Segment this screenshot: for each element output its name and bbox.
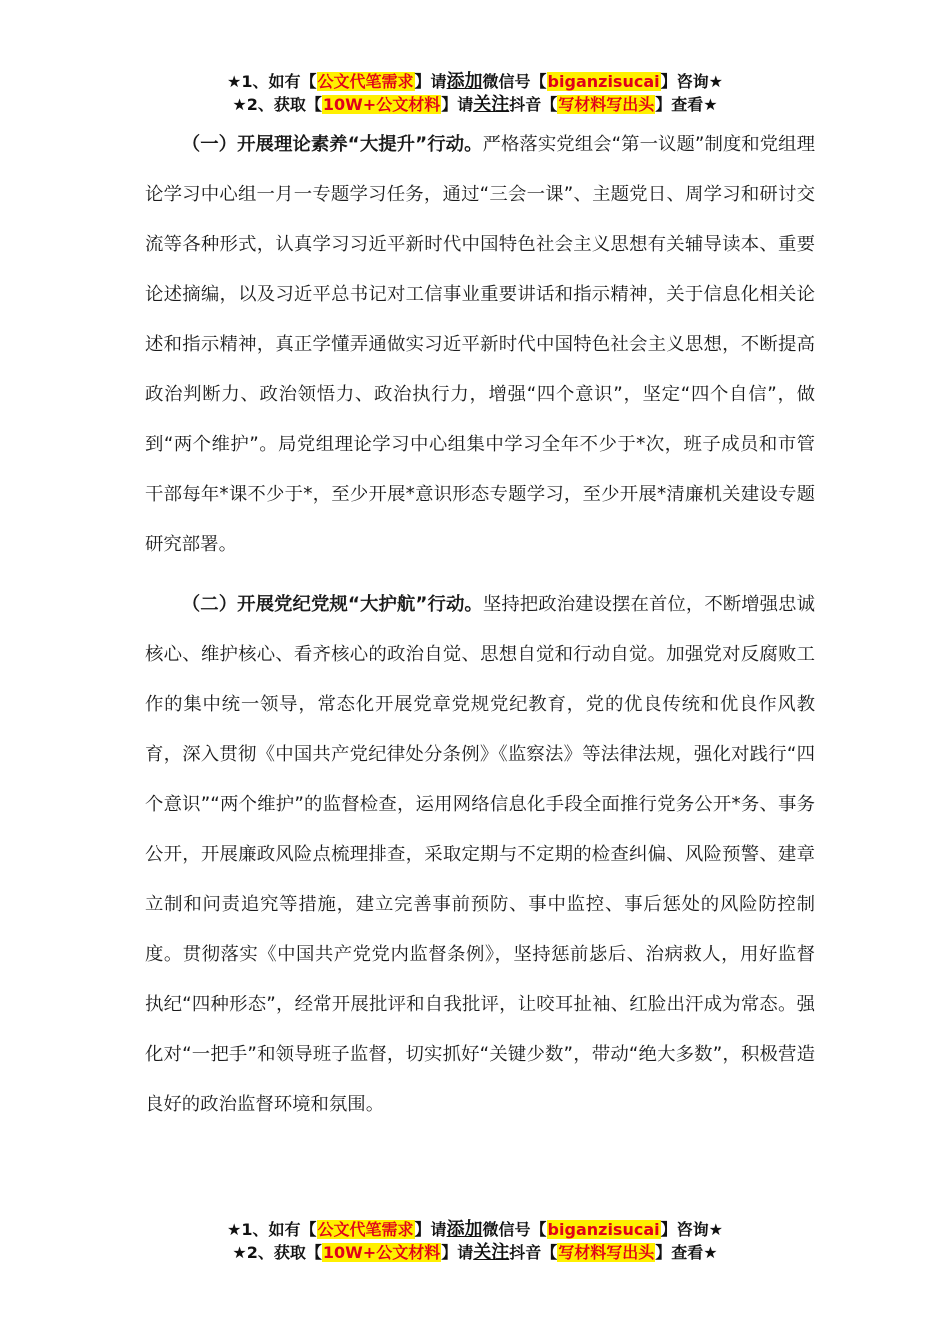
banner-text: 微信号【 [482,1220,547,1239]
banner-text: 】查看★ [655,95,718,114]
banner-highlight: 10W+公文材料 [322,1243,441,1262]
banner-emphasis: 关注 [473,1242,510,1263]
banner-text: 微信号【 [482,72,547,91]
banner-text: 】查看★ [655,1243,718,1262]
paragraph-1 [145,120,815,570]
banner-text: ★1、如有【 [227,72,317,91]
paragraph-text: 严格落实党组会“第一议题”制度和党组理论学习中心组一月一专题学习任务，通过“三会一课”、主题党日、周学习和研讨交流等各种形式，认真学习习近平新时代中国特色社会主义思想有关辅导读本、重要论述摘编，以及习近平总书记对工信事业重要讲话和指示精神，关于信息化相关论述和指示精神，真正学懂弄通做实习近平新时代中国特色社会主义思想，不断提高政治判断力、政治领悟力、政治执行力，增强“四个意识”，坚定“四个自信”，做到“两个维护”。局党组理论学习中心组集中学习全年不少于*次，班子成员和市管干部每年*课不少于*，至少开展*意识形态专题学习，至少开展*清廉机关建设专题研究部署。 [145,134,815,555]
banner-emphasis: 添加 [446,71,483,92]
banner-highlight: 公文代笔需求 [317,1220,414,1239]
banner-emphasis: 添加 [446,1219,483,1240]
banner-text: 】请 [441,1243,474,1262]
banner-highlight: 10W+公文材料 [322,95,441,114]
banner-line-1 [0,1218,950,1241]
banner-text: 】咨询★ [660,72,723,91]
banner-text: 】请 [414,72,447,91]
paragraph-heading: （二）开展党纪党规“大护航”行动。 [181,594,483,615]
banner-highlight-douyin: 写材料写出头 [558,1243,655,1262]
banner-highlight: 公文代笔需求 [317,72,414,91]
paragraph-heading: （一）开展理论素养“大提升”行动。 [181,134,483,155]
banner-text: ★1、如有【 [227,1220,317,1239]
banner-highlight-douyin: 写材料写出头 [558,95,655,114]
banner-highlight-wechat: biganzisucai [547,72,660,91]
banner-text: 】咨询★ [660,1220,723,1239]
paragraph-text: 坚持把政治建设摆在首位，不断增强忠诚核心、维护核心、看齐核心的政治自觉、思想自觉和行动自觉。加强党对反腐败工作的集中统一领导，常态化开展党章党规党纪教育，党的优良传统和优良作风教育，深入贯彻《中国共产党纪律处分条例》《监察法》等法律法规，强化对践行“四个意识”“两个维护”的监督检查，运用网络信息化手段全面推行党务公开*务、事务公开，开展廉政风险点梳理排查，采取定期与不定期的检查纠偏、风险预警、建章立制和问责追究等措施，建立完善事前预防、事中监控、事后惩处的风险防控制度。贯彻落实《中国共产党党内监督条例》，坚持惩前毖后、治病救人，用好监督执纪“四种形态”，经常开展批评和自我批评，让咬耳扯袖、红脸出汗成为常态。强化对“一把手”和领导班子监督，切实抓好“关键少数”，带动“绝大多数”，积极营造良好的政治监督环境和氛围。 [145,594,815,1115]
banner-text: ★2、获取【 [232,1243,322,1262]
banner-line-2 [0,1241,950,1264]
footer-banner [0,1218,950,1264]
banner-text: 抖音【 [509,1243,558,1262]
header-banner [0,70,950,116]
banner-emphasis: 关注 [473,94,510,115]
banner-line-1 [0,70,950,93]
banner-text: ★2、获取【 [232,95,322,114]
banner-line-2 [0,93,950,116]
banner-text: 抖音【 [509,95,558,114]
banner-text: 】请 [441,95,474,114]
banner-text: 】请 [414,1220,447,1239]
document-body [145,120,815,1130]
paragraph-2 [145,580,815,1130]
banner-highlight-wechat: biganzisucai [547,1220,660,1239]
